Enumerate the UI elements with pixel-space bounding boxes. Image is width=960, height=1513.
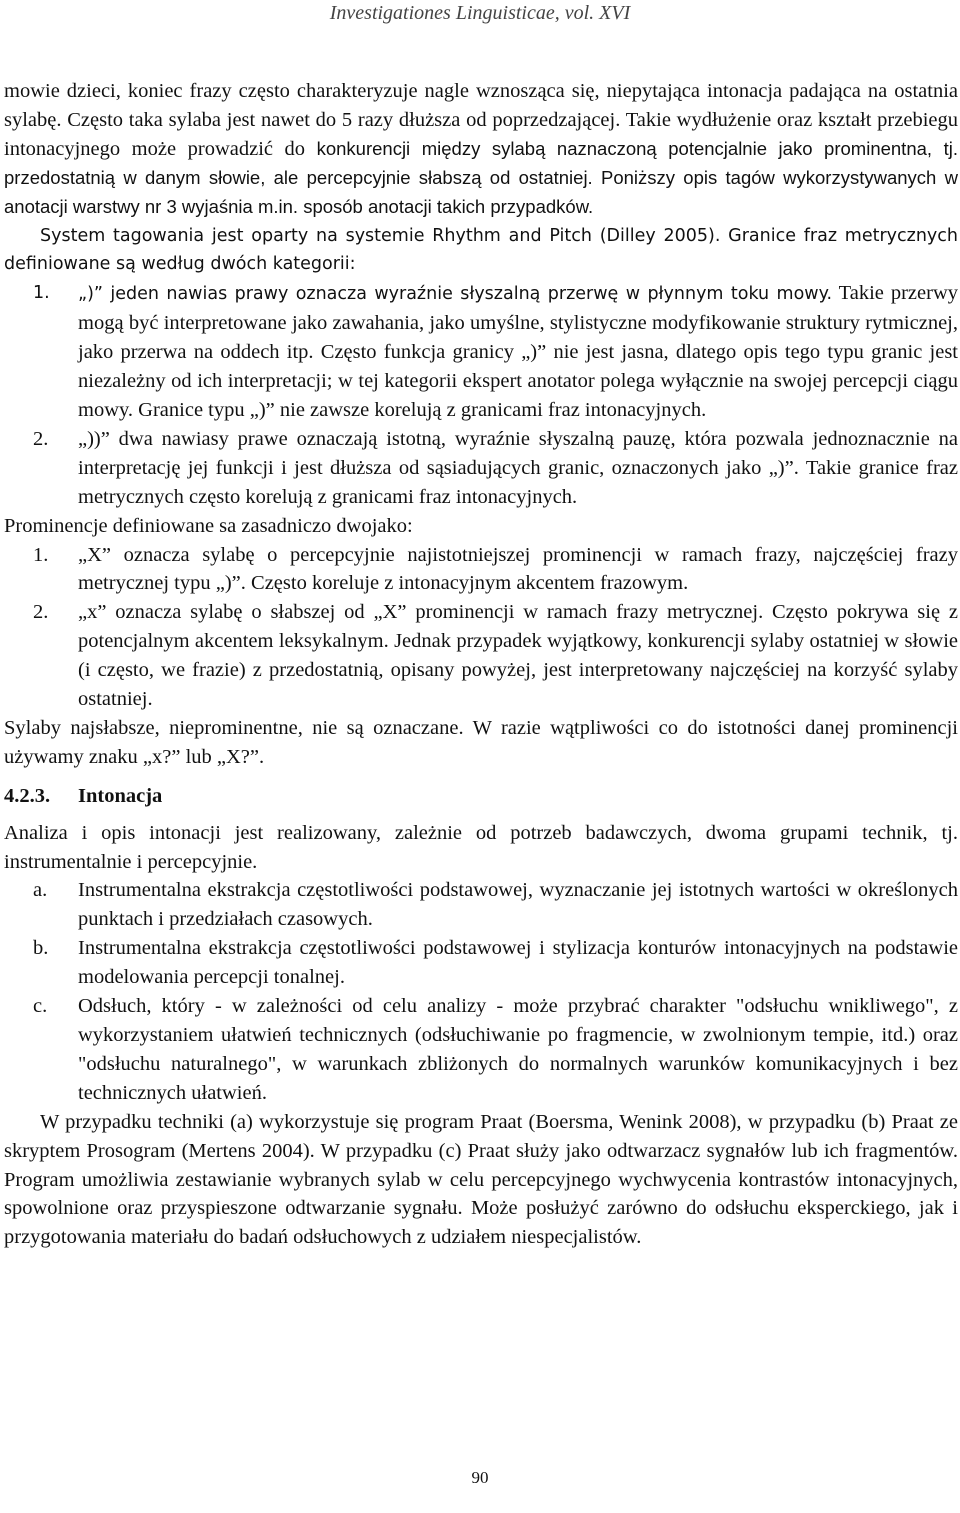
list-number: 2. <box>33 601 49 624</box>
section-heading <box>4 782 958 811</box>
list-letter: a. <box>33 879 48 902</box>
list-text: Instrumentalna ekstrakcja częstotliwości podstawowej, wyznaczanie jej istotnych wartości w określonych punktach i przedziałach czasowych. <box>78 879 958 931</box>
list-item-technique-c <box>4 992 958 1108</box>
list-text: „))” dwa nawiasy prawe oznaczają istotną, wyraźnie słyszalną pauzę, która pozwala jednoznacznie na interpretację jej funkcji i jest dłuższa od sąsiadujących granic, oznaczonych jako „)”. Takie granice fraz metrycznych często korelują z granicami fraz intonacyjnych. <box>78 427 958 508</box>
paragraph-intro-sans: konkurencji między sylabą naznaczoną potencjalnie jako prominentna, tj. przedostatnią w danym słowie, ale percepcyjnie słabszą od ostatniej. Poniższy opis tagów wykorzystywanych w anotacji warstwy nr 3 wyjaśnia m.in. sposób anotacji takich przypadków. <box>4 137 958 217</box>
paragraph-intro-serif: mowie dzieci, koniec frazy często charakteryzuje nagle wznosząca się, niepytająca intonacja padająca na ostatnia sylabę. Często taka sylaba jest nawet do 5 razy dłuższa od poprzedzającej. Takie wydłużenie oraz kształt przebiegu intonacyjnego może prowadzić do <box>4 80 958 160</box>
page-number: 90 <box>471 1468 489 1487</box>
list-text: „X” oznacza sylabę o percepcyjnie najistotniejszej prominencji w ramach frazy, najczęściej frazy metrycznej typu „)”. Często koreluje z intonacyjnym akcentem frazowym. <box>78 543 958 595</box>
list-text: Instrumentalna ekstrakcja częstotliwości podstawowej i stylizacja konturów intonacyjnych na podstawie modelowania percepcji tonalnej. <box>78 937 958 989</box>
paragraph-prominence: Prominencje definiowane sa zasadniczo dwojako: <box>4 514 413 537</box>
paragraph-praat: W przypadku techniki (a) wykorzystuje się program Praat (Boersma, Wenink 2008), w przypadku (b) Praat ze skryptem Prosogram (Mertens 2004). W przypadku (c) Praat służy jako odtwarzacz sygnałów lub ich fragmentów. Program umożliwia zestawianie wybranych sylab w celu percepcyjnego wychwycenia kontrastów intonacyjnych, spowolnione oraz przyspieszone odtwarzanie sygnału. Może posłużyć zarówno do odsłuchu eksperckiego, jak i przygotowania materiału do badań odsłuchowych z udziałem niespecjalistów. <box>4 1110 958 1249</box>
paragraph-tagging-system: System tagowania jest oparty na systemie Rhythm and Pitch (Dilley 2005). Granice fraz metrycznych definiowane są według dwóch kategorii: <box>4 225 958 275</box>
body-text <box>4 77 958 1252</box>
list-text: Odsłuch, który - w zależności od celu analizy - może przybrać charakter "odsłuchu wnikliwego", z wykorzystaniem ułatwień technicznych (odsłuchiwanie po fragmencie, w zwolnionym tempie, itd.) oraz "odsłuchu naturalnego", w warunkach zbliżonych do normalnych warunków komunikacyjnych i bez technicznych ułatwień. <box>78 995 958 1104</box>
list-item-technique-a <box>4 876 958 934</box>
list-number: 1. <box>33 543 49 566</box>
list-item-boundary-1 <box>4 279 958 425</box>
section-number: 4.2.3. <box>4 784 51 807</box>
section-title: Intonacja <box>78 784 163 807</box>
list-letter: c. <box>33 995 48 1018</box>
list-number: 1. <box>33 283 50 304</box>
paragraph-weak-syllables: Sylaby najsłabsze, nieprominentne, nie są oznaczane. W razie wątpliwości co do istotności danej prominencji używamy znaku „x?” lub „X?”. <box>4 716 958 768</box>
paragraph-intonation-intro: Analiza i opis intonacji jest realizowany, zależnie od potrzeb badawczych, dwoma grupami technik, tj. instrumentalnie i percepcyjnie. <box>4 821 958 873</box>
list-text-sans: „)” jeden nawias prawy oznacza wyraźnie słyszalną przerwę w płynnym toku mowy. <box>78 284 833 305</box>
list-item-boundary-2 <box>4 425 958 512</box>
list-item-technique-b <box>4 934 958 992</box>
list-item-prominence-1 <box>4 541 958 599</box>
running-header: Investigationes Linguisticae, vol. XVI <box>329 2 631 24</box>
list-number: 2. <box>33 427 49 450</box>
list-letter: b. <box>33 937 49 960</box>
list-text-serif: Takie przerwy mogą być interpretowane jako zawahania, jako umyślne, stylistyczne modyfikowanie struktury rytmicznej, jako przerwa na oddech itp. Często funkcja granicy „)” nie jest jasna, dlatego opis tego typu granic jest niezależny od ich interpretacji; w tej kategorii ekspert anotator polega wyłącznie na swojej percepcji ciągu mowy. Granice typu „)” nie zawsze korelują z granicami fraz intonacyjnych. <box>78 282 958 421</box>
paragraph-intro <box>4 77 958 222</box>
list-text: „x” oznacza sylabę o słabszej od „X” prominencji w ramach frazy metrycznej. Często pokrywa się z potencjalnym akcentem leksykalnym. Jednak przypadek wyjątkowy, konkurencji sylaby ostatniej w słowie (i często, we frazie) z przedostatnią, opisany powyżej, jest interpretowany najczęściej na korzyść sylaby ostatniej. <box>78 601 958 711</box>
list-text <box>78 279 958 425</box>
list-item-prominence-2 <box>4 598 958 714</box>
